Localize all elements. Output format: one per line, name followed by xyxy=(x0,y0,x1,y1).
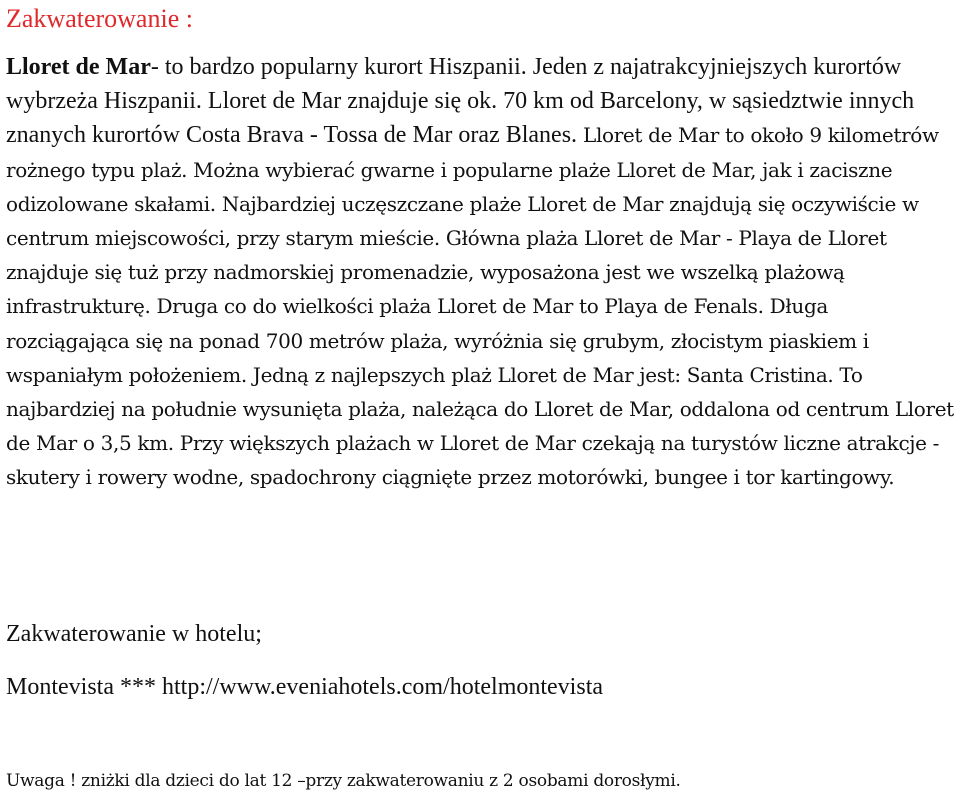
description-paragraph xyxy=(6,50,956,495)
section-heading: Zakwaterowanie : xyxy=(6,4,193,33)
description-body: Lloret de Mar to około 9 kilometrów rożnego typu plaż. Można wybierać gwarne i popularne plaże Lloret de Mar, jak i zaciszne odizolowane skałami. Najbardziej uczęszczane plaże Lloret de Mar znajdują się oczywiście w centrum miejscowości, przy starym mieście. Główna plaża Lloret de Mar - Playa de Lloret znajduje się tuż przy nadmorskiej promenadzie, wyposażona jest we wszelką plażową infrastrukturę. Druga co do wielkości plaża Lloret de Mar to Playa de Fenals. Długa rozciągająca się na ponad 700 metrów plaża, wyróżnia się grubym, złocistym piaskiem i wspaniałym położeniem. Jedną z najlepszych plaż Lloret de Mar jest: Santa Cristina. To najbardziej na południe wysunięta plaża, należąca do Lloret de Mar, oddalona od centrum Lloret de Mar o 3,5 km. Przy większych plażach w Lloret de Mar czekają na turystów liczne atrakcje - skutery i rowery wodne, spadochrony ciągnięte przez motorówki, bungee i tor kartingowy. xyxy=(6,123,954,490)
accommodation-title: Zakwaterowanie w hotelu; xyxy=(6,621,262,647)
discount-note: Uwaga ! zniżki dla dzieci do lat 12 –przy zakwaterowaniu z 2 osobami dorosłymi. xyxy=(6,771,681,791)
resort-name: Lloret de Mar xyxy=(6,54,151,80)
hotel-info: Montevista *** http://www.eveniahotels.com/hotelmontevista xyxy=(6,674,604,700)
description-intro: - to bardzo popularny kurort Hiszpanii. Jeden z najatrakcyjniejszych kurortów wybrzeża Hiszpanii. Lloret de Mar znajduje się ok. 70 km od Barcelony, w sąsiedztwie innych znanych kurortów Costa Brava - Tossa de Mar oraz Blanes. xyxy=(6,54,915,149)
